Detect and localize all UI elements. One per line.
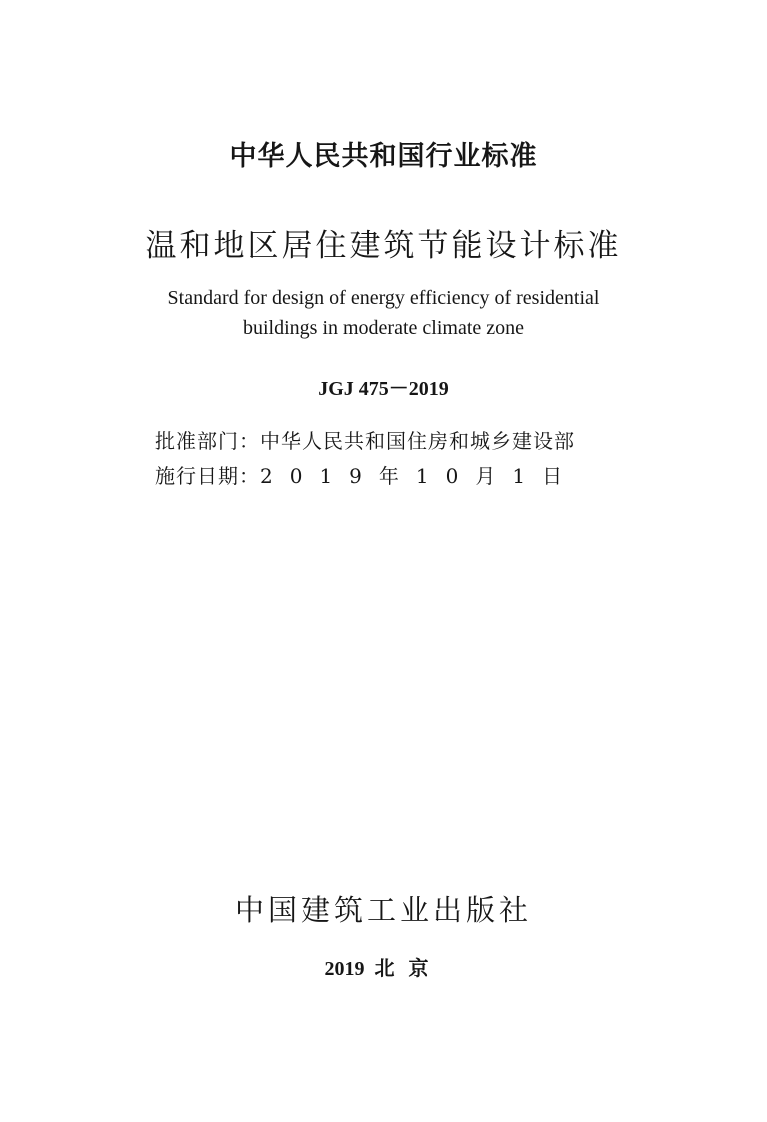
publication-city: 北京	[374, 956, 443, 980]
approval-label: 批准部门：	[155, 429, 260, 453]
approval-value: 中华人民共和国住房和城乡建设部	[260, 429, 575, 453]
standard-title-english	[0, 283, 767, 343]
approval-department	[155, 425, 575, 454]
publication-year: 2019	[324, 958, 365, 980]
effective-date-value: 2019年10月1日	[260, 464, 580, 488]
effective-date	[155, 460, 579, 489]
publication-place	[0, 952, 767, 981]
english-title-line-1: Standard for design of energy efficiency of residential	[167, 287, 600, 309]
standard-series-heading: 中华人民共和国行业标准	[229, 141, 538, 172]
english-title-line-2: buildings in moderate climate zone	[242, 317, 525, 339]
standard-code: JGJ 475－2019	[318, 378, 449, 400]
standard-title-chinese: 温和地区居住建筑节能设计标准	[145, 228, 622, 264]
effective-date-label: 施行日期：	[155, 464, 260, 488]
publisher-name: 中国建筑工业出版社	[234, 893, 532, 927]
